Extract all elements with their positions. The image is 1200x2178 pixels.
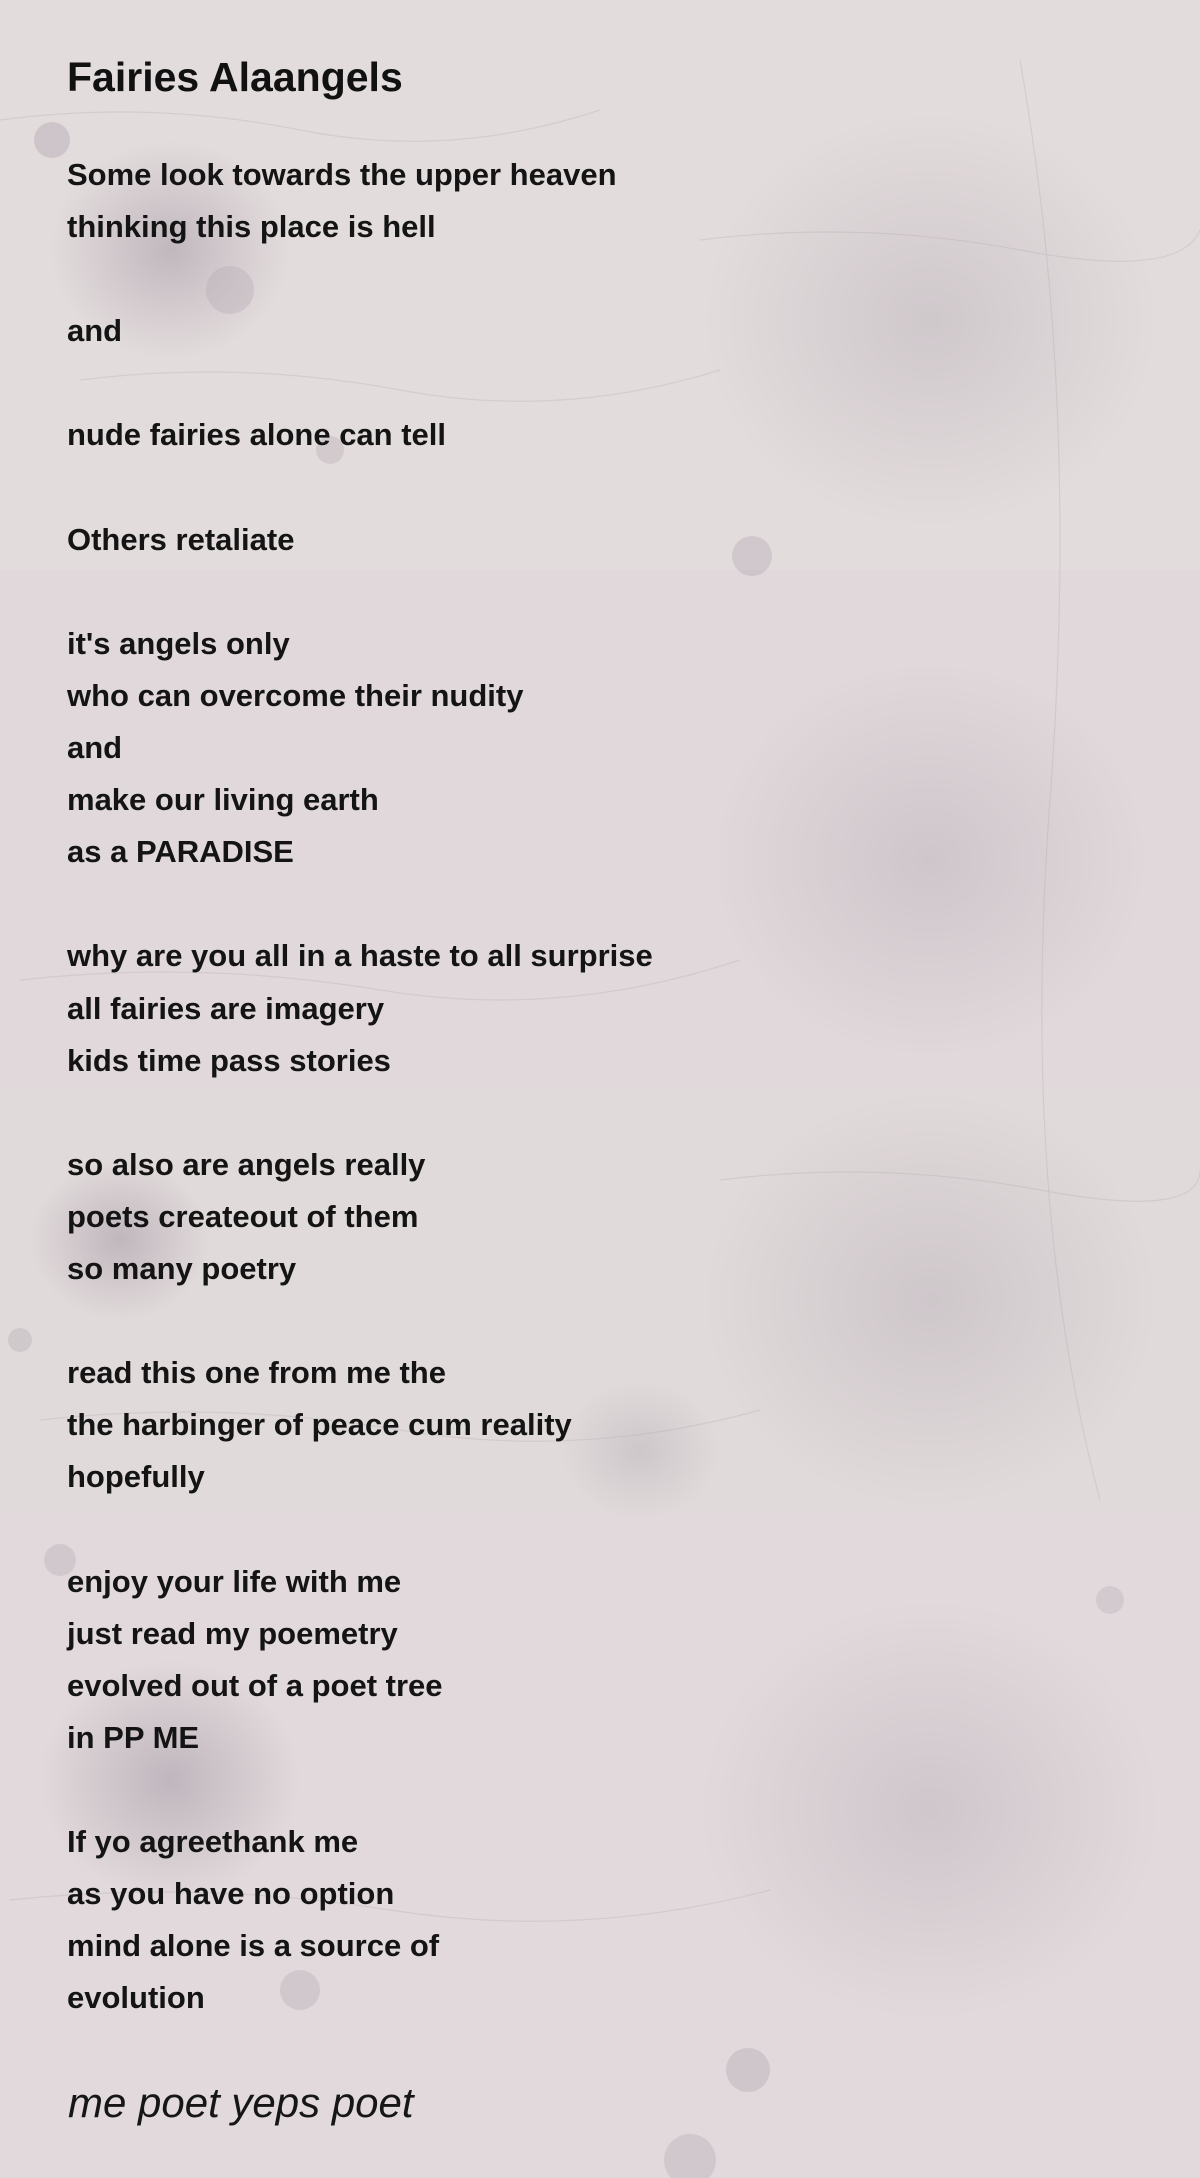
poem-line: all fairies are imagery	[67, 990, 385, 1026]
stanza-break	[67, 462, 653, 514]
poem-line: evolved out of a poet tree	[67, 1667, 443, 1703]
poem-line: Others retaliate	[67, 521, 295, 557]
poem-line: kids time pass stories	[67, 1042, 391, 1078]
poem-line: so also are angels really	[67, 1146, 426, 1182]
poem-author: me poet yeps poet	[68, 2079, 414, 2126]
poem-line: poets createout of them	[67, 1198, 419, 1234]
poem-line: If yo agreethank me	[67, 1824, 359, 1859]
stanza-break	[67, 1087, 653, 1139]
poem-line: and	[67, 313, 123, 349]
poem-line: nude fairies alone can tell	[67, 417, 447, 453]
stanza-break	[67, 357, 653, 409]
poem-line: mind alone is a source of	[67, 1928, 440, 1964]
poem-line: as a PARADISE	[67, 834, 294, 870]
poem-line: read this one from me the	[67, 1355, 446, 1391]
poem-line: the harbinger of peace cum reality	[67, 1407, 572, 1443]
stanza-break	[67, 1764, 653, 1816]
poem-line: evolution	[67, 1980, 205, 2016]
poem-line: it's angels only	[67, 625, 290, 661]
stanza-break	[67, 253, 653, 305]
poem-line: make our living earth	[67, 782, 379, 818]
poem-line: just read my poemetry	[67, 1615, 398, 1651]
poem-body	[67, 149, 653, 2024]
poem-line: and	[67, 730, 123, 766]
poem-line: as you have no option	[67, 1876, 395, 1912]
poem-line: enjoy your life with me	[67, 1563, 402, 1599]
poem-line: in PP ME	[67, 1719, 200, 1755]
poem-line: why are you all in a haste to all surprise	[67, 938, 653, 974]
poem-line: thinking this place is hell	[67, 209, 436, 245]
stanza-break	[67, 878, 653, 930]
poem-line: Some look towards the upper heaven	[67, 157, 617, 192]
poem-line: who can overcome their nudity	[67, 677, 524, 713]
poem-line: hopefully	[67, 1459, 205, 1495]
poem-line: so many poetry	[67, 1250, 297, 1286]
stanza-break	[67, 1295, 653, 1347]
stanza-break	[67, 566, 653, 618]
stanza-break	[67, 1503, 653, 1555]
poem-title: Fairies Alaangels	[67, 54, 403, 100]
